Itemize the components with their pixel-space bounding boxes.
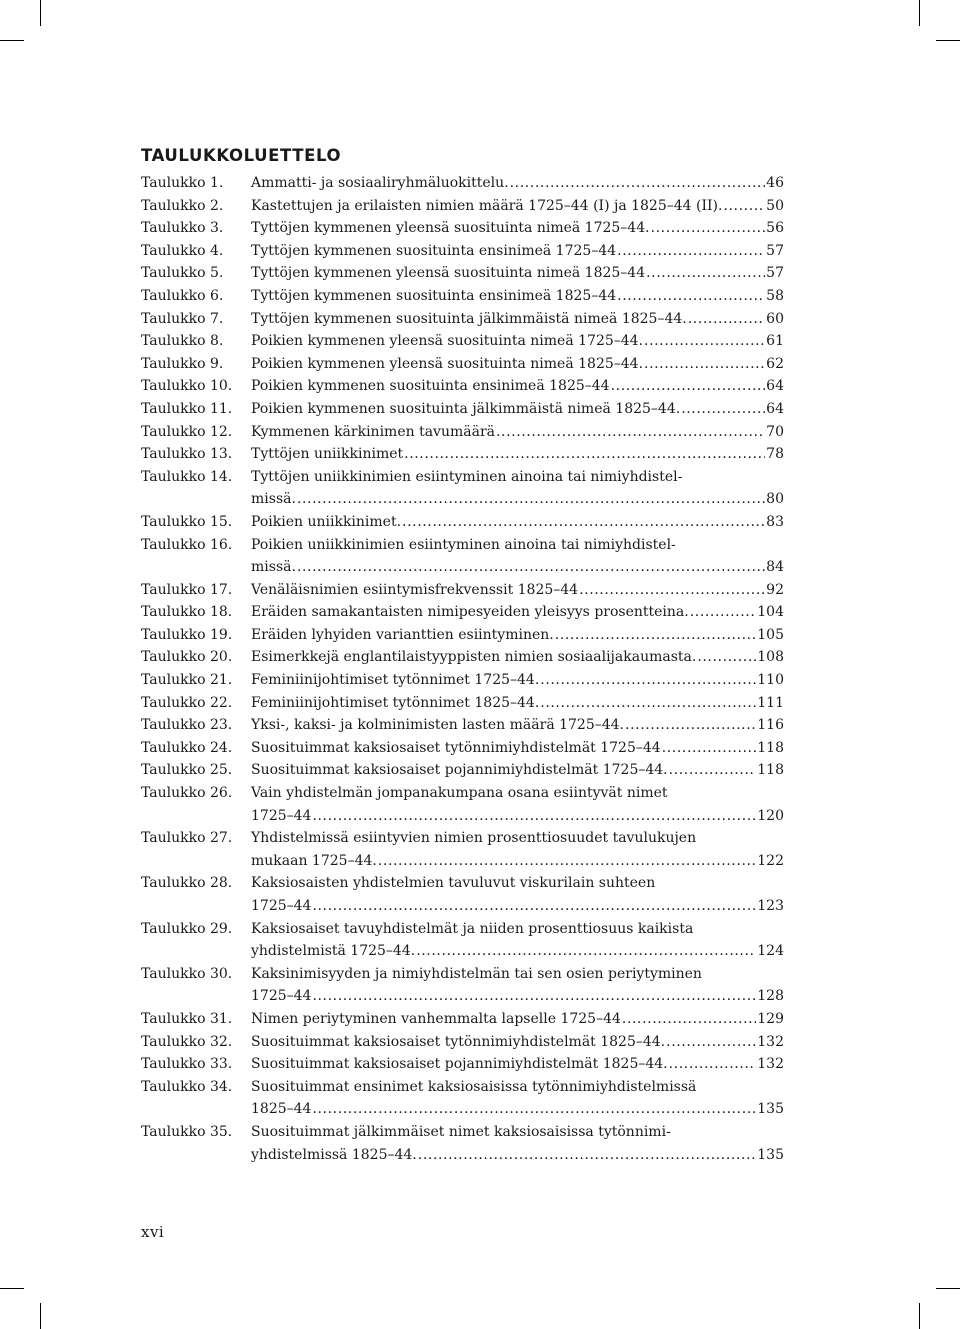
toc-entry-body — [251, 511, 784, 534]
toc-entry-page: 62 — [766, 355, 784, 372]
toc-entry-title: Eräiden samakantaisten nimipesyeiden yleisyys prosentteina. — [251, 604, 689, 621]
toc-entry-title: Feminiinijohtimiset tytönnimet 1725–44. — [251, 672, 540, 689]
toc-entry-page: 105 — [757, 626, 784, 643]
toc-entry-line — [251, 1144, 784, 1167]
toc-entry-page: 78 — [766, 446, 784, 463]
toc-entry-body — [251, 330, 784, 353]
toc-entry-line — [251, 872, 784, 895]
toc-entry-line — [251, 646, 784, 669]
toc-entry[interactable] — [141, 872, 784, 917]
toc-entry-line — [251, 172, 784, 195]
toc-entry-page: 70 — [766, 423, 784, 440]
dot-leader — [378, 850, 756, 873]
toc-entry-line — [251, 1053, 784, 1076]
toc-entry[interactable] — [141, 398, 784, 421]
toc-entry-title: Tyttöjen kymmenen yleensä suosituinta nimeä 1725–44. — [251, 220, 650, 237]
toc-entry-page: 104 — [757, 604, 784, 621]
toc-entry-title: 1725–44 — [251, 898, 312, 914]
toc-entry-body — [251, 1076, 784, 1121]
toc-entry[interactable] — [141, 1076, 784, 1121]
toc-entry-body — [251, 375, 784, 398]
toc-entry-body — [251, 872, 784, 917]
crop-mark-top-left — [40, 0, 41, 26]
toc-entry[interactable] — [141, 421, 784, 444]
toc-entry[interactable] — [141, 375, 784, 398]
toc-entry-number: Taulukko 27. — [141, 830, 233, 847]
crop-mark-top-right — [919, 0, 920, 26]
toc-entry[interactable] — [141, 1008, 784, 1031]
toc-entry-line — [251, 240, 784, 263]
toc-entry[interactable] — [141, 466, 784, 511]
toc-entry-title: 1725–44 — [251, 988, 312, 1005]
toc-entry-title: Poikien uniikkinimet. — [251, 513, 402, 530]
toc-entry-line — [251, 827, 784, 850]
toc-entry-body — [251, 217, 784, 240]
toc-entry-number: Taulukko 22. — [141, 694, 233, 711]
toc-entry-page: 116 — [757, 717, 784, 734]
dot-leader — [646, 262, 765, 285]
toc-entry-title: Kaksiosaisten yhdistelmien tavuluvut viskurilain suhteen — [251, 875, 656, 892]
dot-leader — [297, 488, 765, 511]
toc-entry-page: 122 — [757, 852, 784, 869]
toc-entry[interactable] — [141, 285, 784, 308]
toc-entry[interactable] — [141, 1053, 784, 1076]
toc-entry[interactable] — [141, 1121, 784, 1166]
toc-entry-page: 108 — [757, 649, 784, 666]
toc-entry[interactable] — [141, 759, 784, 782]
toc-entry-line — [251, 1008, 784, 1031]
toc-entry-number: Taulukko 26. — [141, 785, 233, 802]
toc-entry-body — [251, 963, 784, 1008]
toc-entry-page: 118 — [757, 739, 784, 756]
toc-entry-line — [251, 805, 784, 828]
toc-entry-page: 92 — [766, 581, 784, 598]
toc-entry-title: Suosituimmat ensinimet kaksiosaisissa tytönnimiyhdistelmissä — [251, 1078, 697, 1095]
toc-entry-page: 120 — [757, 807, 784, 824]
toc-entry-number: Taulukko 31. — [141, 1010, 233, 1027]
toc-entry[interactable] — [141, 262, 784, 285]
toc-entry-page: 57 — [766, 242, 784, 259]
toc-entry-line — [251, 353, 784, 376]
toc-entry-number: Taulukko 12. — [141, 423, 233, 440]
toc-entry-title: Yhdistelmissä esiintyvien nimien prosenttiosuudet tavulukujen — [251, 830, 697, 847]
toc-entry-number: Taulukko 33. — [141, 1056, 233, 1073]
toc-entry-body — [251, 172, 784, 195]
dot-leader — [622, 1008, 756, 1031]
dot-leader — [555, 624, 757, 647]
toc-entry-number: Taulukko 35. — [141, 1123, 233, 1140]
toc-entry-title: Suosituimmat kaksiosaiset pojannimiyhdistelmät 1825–44. — [251, 1056, 668, 1073]
dot-leader — [697, 646, 756, 669]
crop-mark-top-left-h — [0, 40, 24, 41]
toc-entry-title: Poikien kymmenen suosituinta jälkimmäistä nimeä 1825–44. — [251, 400, 681, 417]
toc-entry-title: Ammatti- ja sosiaaliryhmäluokittelu. — [251, 175, 509, 191]
toc-entry-title: Kaksinimisyyden ja nimiyhdistelmän tai sen osien periytyminen — [251, 965, 702, 982]
toc-entry[interactable] — [141, 737, 784, 760]
dot-leader — [496, 421, 765, 444]
toc-entry-page: 132 — [757, 1056, 784, 1073]
dot-leader — [617, 285, 765, 308]
toc-entry-title: Yksi-, kaksi- ja kolminimisten lasten määrä 1725–44. — [251, 717, 625, 734]
toc-entry-title: Nimen periytyminen vanhemmalta lapselle 1725–44 — [251, 1010, 621, 1027]
toc-entry-number: Taulukko 16. — [141, 536, 233, 553]
toc-entry-number: Taulukko 21. — [141, 672, 233, 689]
toc-entry-body — [251, 759, 784, 782]
toc-entry-body — [251, 782, 784, 827]
dot-leader — [540, 669, 756, 692]
toc-entry[interactable] — [141, 1031, 784, 1054]
toc-entry-line — [251, 511, 784, 534]
toc-entry-line — [251, 918, 784, 941]
toc-entry-line — [251, 308, 784, 331]
toc-entry-line — [251, 556, 784, 579]
toc-entry[interactable] — [141, 511, 784, 534]
toc-entry[interactable] — [141, 534, 784, 579]
toc-entry-number: Taulukko 18. — [141, 604, 233, 621]
toc-entry-title: 1725–44 — [251, 807, 312, 824]
dot-leader — [416, 940, 756, 963]
toc-entry-body — [251, 827, 784, 872]
toc-entry-title: Kastettujen ja erilaisten nimien määrä 1725–44 (I) ja 1825–44 (II). — [251, 197, 723, 214]
toc-entry-line — [251, 217, 784, 240]
toc-entry-number: Taulukko 20. — [141, 649, 233, 666]
dot-leader — [666, 1031, 756, 1054]
toc-entry-title: Poikien kymmenen yleensä suosituinta nimeä 1725–44. — [251, 333, 644, 350]
toc-entry-body — [251, 421, 784, 444]
toc-entry-title: Tyttöjen uniikkinimien esiintyminen ainoina tai nimiyhdistel- — [251, 468, 683, 485]
toc-entry-number: Taulukko 24. — [141, 739, 233, 756]
toc-entry[interactable] — [141, 308, 784, 331]
toc-entry-page: 129 — [757, 1010, 784, 1027]
toc-entry-title: Suosituimmat jälkimmäiset nimet kaksiosaisissa tytönnimi- — [251, 1123, 671, 1140]
toc-entry-number: Taulukko 25. — [141, 762, 233, 779]
toc-entry-number: Taulukko 30. — [141, 965, 233, 982]
toc-entry-body — [251, 1031, 784, 1054]
toc-entry-title: Kymmenen kärkinimen tavumäärä — [251, 423, 495, 440]
dot-leader — [402, 511, 765, 534]
toc-entry-title: Tyttöjen kymmenen suosituinta ensinimeä 1725–44 — [251, 242, 617, 259]
dot-leader — [312, 895, 756, 918]
toc-entry[interactable] — [141, 624, 784, 647]
toc-entry-page: 84 — [766, 559, 784, 576]
toc-entry-line — [251, 963, 784, 986]
dot-leader — [617, 240, 765, 263]
dot-leader — [669, 1053, 757, 1076]
toc-entry-body — [251, 1121, 784, 1166]
toc-entry[interactable] — [141, 443, 784, 466]
toc-entry-number: Taulukko 11. — [141, 400, 233, 417]
crop-mark-bottom-right — [919, 1303, 920, 1329]
dot-leader — [611, 375, 766, 398]
toc-entry[interactable] — [141, 330, 784, 353]
toc-entry-line — [251, 285, 784, 308]
toc-entry-body — [251, 262, 784, 285]
toc-entry-number: Taulukko 5. — [141, 265, 224, 282]
toc-entry-page: 110 — [757, 672, 784, 689]
toc-entry-line — [251, 782, 784, 805]
dot-leader — [662, 737, 757, 760]
toc-entry-number: Taulukko 19. — [141, 626, 233, 643]
crop-mark-bottom-left-h — [0, 1288, 24, 1289]
toc-entry-line — [251, 714, 784, 737]
toc-entry[interactable] — [141, 918, 784, 963]
toc-entry-line — [251, 1098, 784, 1121]
toc-entry-line — [251, 534, 784, 557]
dot-leader — [312, 805, 756, 828]
toc-entry-number: Taulukko 28. — [141, 875, 233, 892]
toc-entry-body — [251, 443, 784, 466]
toc-entry-body — [251, 692, 784, 715]
dot-leader — [690, 601, 757, 624]
toc-entry-body — [251, 737, 784, 760]
toc-entry-number: Taulukko 8. — [141, 333, 224, 350]
toc-entry-page: 64 — [766, 378, 784, 395]
toc-entry-body — [251, 466, 784, 511]
toc-entry-line — [251, 421, 784, 444]
toc-entry-line — [251, 669, 784, 692]
toc-entry-title: Poikien uniikkinimien esiintyminen ainoina tai nimiyhdistel- — [251, 536, 676, 553]
crop-mark-bottom-right-h — [936, 1288, 960, 1289]
toc-entry[interactable] — [141, 669, 784, 692]
toc-entry-line — [251, 579, 784, 602]
dot-leader — [510, 172, 766, 195]
toc-entry-page: 46 — [766, 175, 784, 191]
toc-entry-line — [251, 692, 784, 715]
toc-entry[interactable] — [141, 353, 784, 376]
toc-entry-line — [251, 262, 784, 285]
toc-entry-number: Taulukko 7. — [141, 310, 224, 327]
toc-entry-number: Taulukko 15. — [141, 513, 233, 530]
toc-entry-page: 135 — [757, 1101, 784, 1118]
toc-entry-line — [251, 1076, 784, 1099]
toc-entry-title: Kaksiosaiset tavuyhdistelmät ja niiden prosenttiosuus kaikista — [251, 920, 694, 937]
toc-entry-title: Vain yhdistelmän jompanakumpana osana esiintyvät nimet — [251, 785, 668, 802]
dot-leader — [418, 1144, 757, 1167]
toc-entry[interactable] — [141, 782, 784, 827]
toc-entry-line — [251, 895, 784, 918]
toc-entry-body — [251, 285, 784, 308]
table-list — [141, 172, 784, 1166]
toc-entry-page: 64 — [766, 400, 784, 417]
dot-leader — [404, 443, 765, 466]
toc-entry[interactable] — [141, 601, 784, 624]
toc-entry-page: 128 — [757, 988, 784, 1005]
dot-leader — [297, 556, 765, 579]
toc-entry[interactable] — [141, 240, 784, 263]
toc-entry-number: Taulukko 14. — [141, 468, 233, 485]
toc-entry-title: 1825–44 — [251, 1101, 312, 1118]
toc-entry-title: Tyttöjen kymmenen yleensä suosituinta nimeä 1825–44 — [251, 265, 646, 282]
dot-leader — [312, 985, 756, 1008]
toc-entry-line — [251, 850, 784, 873]
toc-entry-page: 132 — [757, 1033, 784, 1050]
toc-entry-body — [251, 669, 784, 692]
toc-entry-line — [251, 601, 784, 624]
toc-entry[interactable] — [141, 963, 784, 1008]
toc-entry-line — [251, 985, 784, 1008]
toc-entry-title: Poikien kymmenen yleensä suosituinta nimeä 1825–44. — [251, 355, 644, 372]
toc-entry-line — [251, 195, 784, 218]
dot-leader — [688, 308, 765, 331]
toc-entry-line — [251, 375, 784, 398]
toc-entry-body — [251, 240, 784, 263]
toc-entry-body — [251, 1008, 784, 1031]
toc-entry-number: Taulukko 13. — [141, 446, 233, 463]
toc-entry-page: 58 — [766, 287, 784, 304]
toc-entry-title: Poikien kymmenen suosituinta ensinimeä 1825–44 — [251, 378, 610, 395]
toc-entry-number: Taulukko 34. — [141, 1078, 233, 1095]
toc-entry-body — [251, 601, 784, 624]
toc-entry[interactable] — [141, 579, 784, 602]
toc-entry-page: 56 — [766, 220, 784, 237]
toc-entry-title: Suosituimmat kaksiosaiset pojannimiyhdistelmät 1725–44. — [251, 762, 668, 779]
toc-entry-page: 50 — [766, 197, 784, 214]
dot-leader — [540, 692, 756, 715]
toc-entry-body — [251, 646, 784, 669]
toc-entry-page: 60 — [766, 310, 784, 327]
toc-entry[interactable] — [141, 646, 784, 669]
dot-leader — [669, 759, 757, 782]
toc-entry-page: 123 — [757, 898, 784, 914]
crop-mark-top-right-h — [936, 40, 960, 41]
dot-leader — [644, 330, 765, 353]
toc-entry-line — [251, 330, 784, 353]
toc-entry-number: Taulukko 23. — [141, 717, 233, 734]
toc-entry[interactable] — [141, 827, 784, 872]
toc-entry-body — [251, 579, 784, 602]
toc-entry-page: 124 — [757, 943, 784, 960]
toc-entry-page: 111 — [757, 694, 784, 711]
toc-entry-body — [251, 398, 784, 421]
toc-entry[interactable] — [141, 195, 784, 218]
dot-leader — [644, 353, 765, 376]
toc-entry-title: mukaan 1725–44. — [251, 852, 377, 869]
toc-entry-title: Tyttöjen kymmenen suosituinta jälkimmäistä nimeä 1825–44. — [251, 310, 687, 327]
toc-entry-body — [251, 714, 784, 737]
toc-entry-number: Taulukko 4. — [141, 242, 224, 259]
toc-entry-title: Suosituimmat kaksiosaiset tytönnimiyhdistelmät 1725–44 — [251, 739, 661, 756]
toc-entry-body — [251, 624, 784, 647]
toc-entry[interactable] — [141, 172, 784, 195]
toc-entry-title: Eräiden lyhyiden varianttien esiintyminen. — [251, 626, 554, 643]
toc-entry-line — [251, 488, 784, 511]
toc-entry-body — [251, 195, 784, 218]
toc-entry-line — [251, 398, 784, 421]
toc-entry-line — [251, 759, 784, 782]
toc-entry-page: 61 — [766, 333, 784, 350]
toc-entry-number: Taulukko 2. — [141, 197, 224, 214]
toc-entry-body — [251, 534, 784, 579]
page-number: xvi — [141, 1223, 165, 1241]
toc-entry[interactable] — [141, 217, 784, 240]
toc-entry-body — [251, 308, 784, 331]
toc-entry-number: Taulukko 1. — [141, 175, 224, 191]
toc-entry-number: Taulukko 6. — [141, 287, 224, 304]
toc-entry-body — [251, 918, 784, 963]
toc-entry-line — [251, 1121, 784, 1144]
toc-entry-title: Suosituimmat kaksiosaiset tytönnimiyhdistelmät 1825–44. — [251, 1033, 666, 1050]
toc-entry-line — [251, 443, 784, 466]
toc-entry-page: 57 — [766, 265, 784, 282]
toc-entry-number: Taulukko 10. — [141, 378, 233, 395]
toc-entry-page: 80 — [766, 491, 784, 508]
dot-leader — [579, 579, 765, 602]
toc-entry-body — [251, 353, 784, 376]
toc-entry-title: Tyttöjen uniikkinimet — [251, 446, 404, 463]
toc-entry-page: 118 — [757, 762, 784, 779]
toc-entry-page: 135 — [757, 1146, 784, 1163]
dot-leader — [723, 195, 765, 218]
toc-entry-title: yhdistelmistä 1725–44. — [251, 943, 416, 960]
toc-entry-number: Taulukko 9. — [141, 355, 224, 372]
toc-entry[interactable] — [141, 692, 784, 715]
toc-entry-body — [251, 1053, 784, 1076]
toc-entry-title: missä. — [251, 559, 296, 576]
toc-entry-number: Taulukko 3. — [141, 220, 224, 237]
crop-mark-bottom-left — [40, 1303, 41, 1329]
toc-entry-title: Esimerkkejä englantilaistyyppisten nimien sosiaalijakaumasta. — [251, 649, 697, 666]
dot-leader — [625, 714, 756, 737]
toc-entry-number: Taulukko 17. — [141, 581, 233, 598]
toc-entry-title: yhdistelmissä 1825–44. — [251, 1146, 417, 1163]
dot-leader — [651, 217, 766, 240]
toc-entry-number: Taulukko 32. — [141, 1033, 233, 1050]
toc-entry-title: Feminiinijohtimiset tytönnimet 1825–44. — [251, 694, 540, 711]
toc-entry-line — [251, 466, 784, 489]
page-title: TAULUKKOLUETTELO — [141, 146, 342, 165]
toc-entry-line — [251, 624, 784, 647]
dot-leader — [681, 398, 765, 421]
toc-entry-page: 83 — [766, 513, 784, 530]
dot-leader — [312, 1098, 756, 1121]
toc-entry-line — [251, 1031, 784, 1054]
toc-entry-title: Tyttöjen kymmenen suosituinta ensinimeä 1825–44 — [251, 287, 617, 304]
toc-entry-title: missä. — [251, 491, 296, 508]
toc-entry-line — [251, 940, 784, 963]
toc-entry-number: Taulukko 29. — [141, 920, 233, 937]
toc-entry-line — [251, 737, 784, 760]
toc-entry-title: Venäläisnimien esiintymisfrekvenssit 1825–44 — [251, 581, 579, 598]
toc-entry[interactable] — [141, 714, 784, 737]
